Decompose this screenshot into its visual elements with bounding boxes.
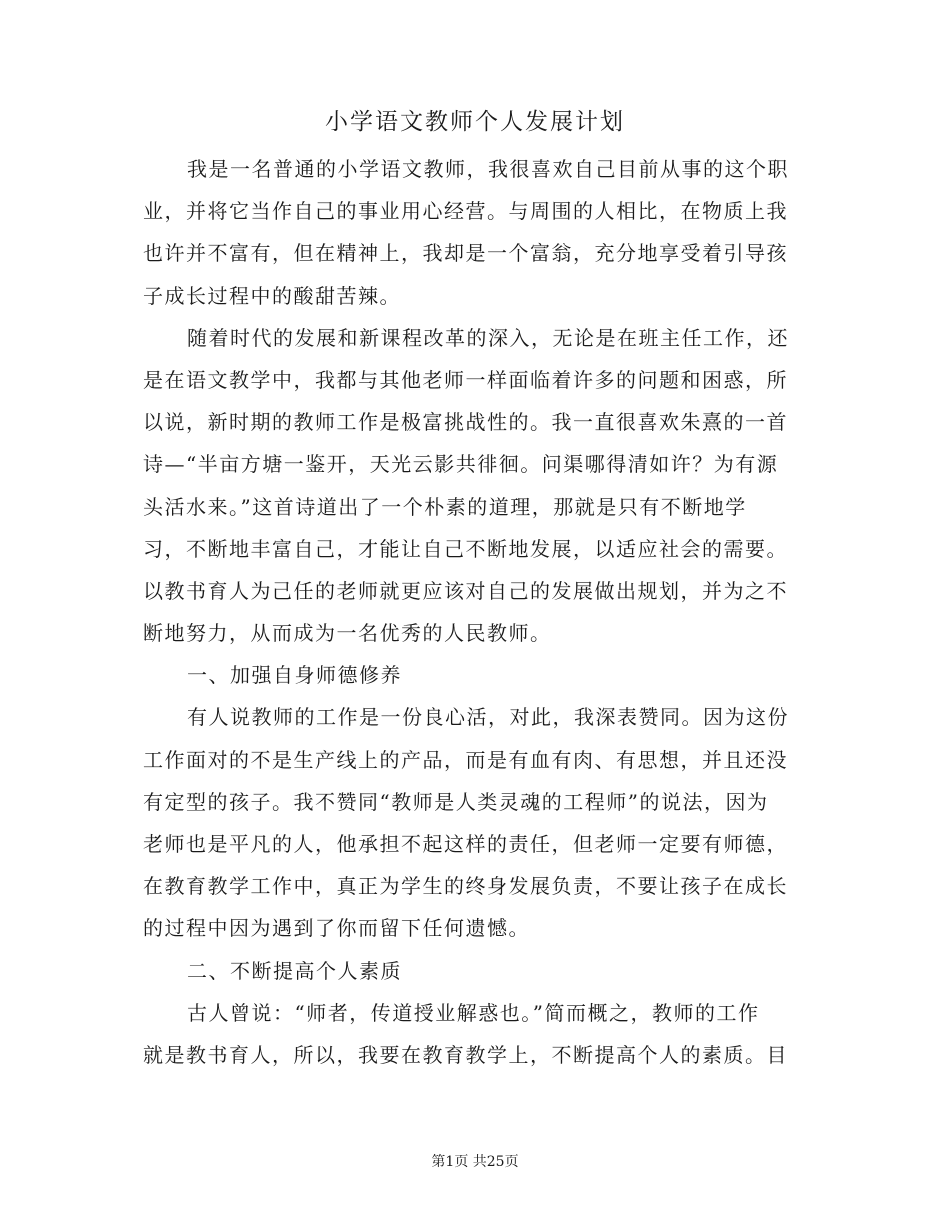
text-line: 二、不断提高个人素质 — [187, 958, 402, 983]
text-line: 以说，新时期的教师工作是极富挑战性的。我一直很喜欢朱熹的一首 — [143, 410, 788, 435]
text-line: 工作面对的不是生产线上的产品，而是有血有肉、有思想，并且还没 — [143, 747, 788, 772]
text-line: 是在语文教学中，我都与其他老师一样面临着许多的问题和困惑，所 — [143, 367, 788, 392]
text-line: 在教育教学工作中，真正为学生的终身发展负责，不要让孩子在成长 — [143, 874, 788, 899]
text-line: 以教书育人为己任的老师就更应该对自己的发展做出规划，并为之不 — [143, 578, 788, 603]
document-title: 小学语文教师个人发展计划 — [325, 109, 625, 135]
text-line: 随着时代的发展和新课程改革的深入，无论是在班主任工作，还 — [187, 325, 789, 350]
text-line: 头活水来。”这首诗道出了一个朴素的道理，那就是只有不断地学 — [143, 494, 747, 519]
text-line: 就是教书育人，所以，我要在教育教学上，不断提高个人的素质。目 — [143, 1042, 788, 1067]
text-line: 我是一名普通的小学语文教师，我很喜欢自己目前从事的这个职 — [187, 157, 789, 181]
text-line: 诗—“半亩方塘一鉴开，天光云影共徘徊。问渠哪得清如许？为有源 — [143, 452, 779, 477]
text-line: 业，并将它当作自己的事业用心经营。与周围的人相比，在物质上我 — [143, 199, 788, 224]
document-body — [143, 148, 803, 1076]
page-footer: 第1页 共25页 — [431, 1154, 519, 1170]
text-line: 古人曾说：“师者，传道授业解惑也。”简而概之，教师的工作 — [187, 1000, 760, 1025]
text-line: 有定型的孩子。我不赞同“教师是人类灵魂的工程师”的说法，因为 — [143, 789, 769, 814]
text-line: 有人说教师的工作是一份良心活，对此，我深表赞同。因为这份 — [187, 705, 789, 730]
text-line: 一、加强自身师德修养 — [187, 663, 402, 688]
text-line: 的过程中因为遇到了你而留下任何遗憾。 — [143, 916, 530, 941]
text-line: 子成长过程中的酸甜苦辣。 — [143, 283, 401, 308]
text-line: 断地努力，从而成为一名优秀的人民教师。 — [143, 621, 552, 646]
text-line: 也许并不富有，但在精神上，我却是一个富翁，充分地享受着引导孩 — [143, 241, 788, 266]
text-line: 老师也是平凡的人，他承担不起这样的责任，但老师一定要有师德， — [143, 832, 788, 856]
text-line: 习，不断地丰富自己，才能让自己不断地发展，以适应社会的需要。 — [143, 536, 788, 561]
